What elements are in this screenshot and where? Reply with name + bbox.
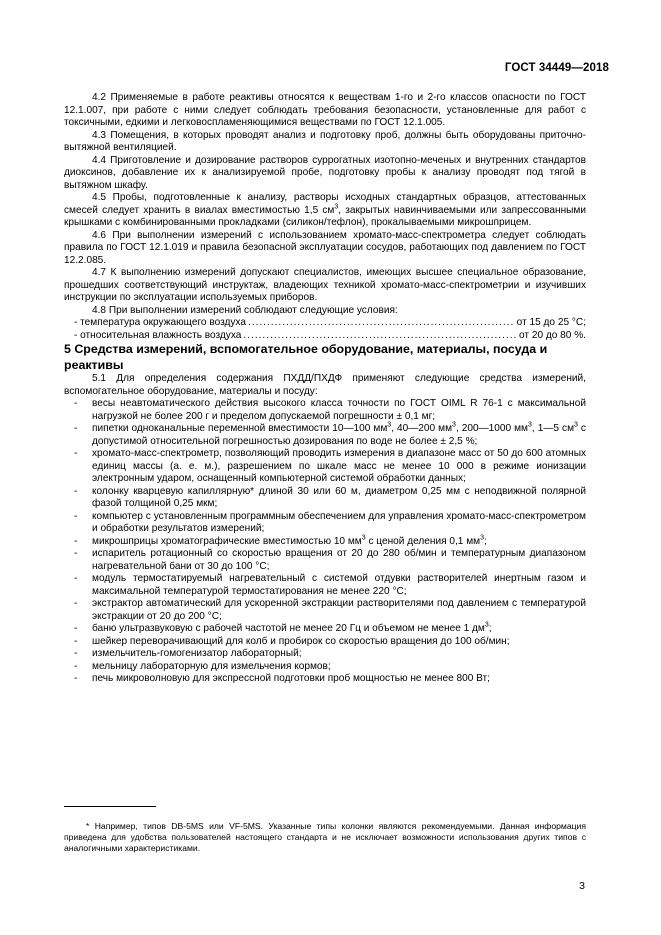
page-number: 3	[579, 880, 585, 892]
document-id-header: ГОСТ 34449—2018	[504, 62, 609, 74]
paragraph-4-5-text-b: , закрытых навинчиваемыми или запрессованными крышками с комбинированными прокладками (силикон/тефлон), прокалываемыми микрошприцем.	[64, 204, 586, 228]
condition-label: - температура окружающего воздуха	[74, 317, 246, 328]
list-dash: -	[74, 423, 78, 434]
list-item	[64, 423, 586, 448]
list-item	[64, 448, 586, 486]
list-dash: -	[74, 448, 78, 459]
paragraph-4-3: 4.3 Помещения, в которых проводят анализ и подготовку проб, должны быть оборудованы приточно-вытяжной вентиляцией.	[64, 129, 586, 153]
leader-dots	[243, 330, 517, 343]
superscript: 3	[528, 421, 532, 429]
list-item	[64, 623, 586, 636]
list-item-text: мельницу лабораторную для измельчения кормов;	[92, 660, 331, 672]
condition-humidity	[64, 330, 586, 343]
list-item-text: модуль термостатируемый нагревательный с системой отдувки растворителей инертным газом и максимальной температурой термостатирования не менее 220 °С;	[92, 573, 586, 597]
paragraph-4-6: 4.6 При выполнении измерений с использованием хромато-масс-спектрометра следует соблюдать правила по ГОСТ 12.1.019 и правила безопасной эксплуатации сосудов, работающих под давлением по ГОСТ 12.2.085.	[64, 229, 586, 266]
list-item	[64, 536, 586, 549]
list-item-text: измельчитель-гомогенизатор лабораторный;	[92, 648, 302, 659]
superscript: 3	[480, 534, 484, 542]
condition-temperature	[64, 317, 586, 330]
list-dash: -	[74, 635, 78, 647]
condition-value: от 15 до 25 °С;	[516, 317, 586, 328]
list-item-text: весы неавтоматического действия высокого класса точности по ГОСТ OIML R 76-1 с максимальной нагрузкой не более 200 г и пределом допускаемой погрешности ± 0,1 мг;	[92, 398, 586, 422]
list-item-text: , 200—1000 мм	[455, 423, 529, 434]
list-item-text: с ценой деления 0,1 мм	[365, 535, 481, 547]
list-dash: -	[74, 660, 78, 672]
list-item-text: ;	[483, 535, 487, 547]
condition-value: от 20 до 80 %.	[519, 329, 586, 341]
paragraph-4-5-text-a: 4.5 Пробы, подготовленные к анализу, растворы исходных стандартных образцов, аттестованных смесей следует хранить в виалах вместимостью 1,5 см	[64, 192, 586, 216]
list-item-text: хромато-масс-спектрометр, позволяющий проводить измерения в диапазоне масс от 50 до 600 атомных единиц массы (а. е. м.), разрешением по шкале масс не менее 10 000 в режиме ионизации электронным ударом, оснащенный компьютерной системой обработки данных;	[92, 448, 586, 484]
list-dash: -	[74, 510, 78, 522]
list-item-text: микрошприцы хроматографические вместимостью 10 мм	[92, 535, 362, 547]
list-item-text: баню ультразвуковую с рабочей частотой не менее 20 Гц и объемом не менее 1 дм	[92, 623, 485, 634]
list-item-text: испаритель ротационный со скоростью вращения от 20 до 280 об/мин и температурным диапазоном нагревательной бани от 30 до 100 °С;	[92, 548, 586, 572]
paragraph-4-5	[64, 192, 586, 230]
superscript: 3	[334, 203, 339, 211]
list-dash: -	[74, 673, 78, 684]
list-item	[64, 661, 586, 674]
paragraph-4-4: 4.4 Приготовление и дозирование растворов суррогатных изотопно-меченых и внутренних стандартов диоксинов, добавление их к анализируемой пробе, подготовку пробы к анализу проводят под тягой в вытяжном шкафу.	[64, 154, 586, 191]
list-dash: -	[74, 623, 78, 634]
list-dash: -	[74, 485, 78, 497]
paragraph-4-2: 4.2 Применяемые в работе реактивы относятся к веществам 1-го и 2-го классов опасности по ГОСТ 12.1.007, при работе с ними следует соблюдать требования безопасности, установленные для работ с токсичными, едкими и легковоспламеняющимися веществами по ГОСТ 12.1.005.	[64, 92, 586, 128]
list-item-text: с допустимой относительной погрешностью дозирования по воде не более ± 2,5 %;	[92, 423, 586, 447]
paragraph-4-8: 4.8 При выполнении измерений соблюдают следующие условия:	[92, 304, 398, 316]
footnote: * Например, типов DB-5MS или VF-5MS. Указанные типы колонки являются рекомендуемыми. Данная информация приведена для удобства пользователей настоящего стандарта и не исключает возможности использования других типов с аналогичными характеристиками.	[64, 820, 586, 853]
section-5-heading: 5 Средства измерений, вспомогательное оборудование, материалы, посуда и реактивы	[64, 342, 548, 372]
condition-label: - относительная влажность воздуха	[74, 329, 242, 341]
page-body	[64, 92, 586, 686]
superscript: 3	[574, 421, 578, 429]
list-item	[64, 636, 586, 649]
list-item	[64, 548, 586, 573]
list-item	[64, 398, 586, 423]
list-dash: -	[74, 398, 78, 409]
list-item-text: компьютер с установленным программным обеспечением для управления хромато-масс-спектрометром и обработки результатов измерений;	[92, 510, 586, 534]
list-dash: -	[74, 648, 78, 659]
list-dash: -	[74, 548, 78, 559]
paragraph-5-1: 5.1 Для определения содержания ПХДД/ПХДФ применяют следующие средства измерений, вспомогательное оборудование, материалы и посуду:	[64, 373, 586, 397]
list-item	[64, 673, 586, 686]
list-item	[64, 486, 586, 511]
list-item-text: пипетки одноканальные переменной вместимости 10—100 мм	[92, 423, 388, 434]
superscript: 3	[484, 621, 489, 629]
list-item-text: , 1—5 см	[531, 423, 575, 434]
leader-dots	[248, 317, 515, 330]
superscript: 3	[452, 421, 456, 429]
list-item-text: колонку кварцевую капиллярную* длиной 30 или 60 м, диаметром 0,25 мм с неподвижной полярной фазой толщиной 0,25 мкм;	[92, 485, 586, 509]
list-item-text: экстрактор автоматический для ускоренной экстракции растворителями под давлением с температурой экстракции от 20 до 200 °С;	[92, 598, 586, 622]
list-item	[64, 598, 586, 623]
list-item-text: шейкер переворачивающий для колб и пробирок со скоростью вращения до 100 об/мин;	[92, 635, 510, 647]
superscript: 3	[361, 534, 366, 542]
list-dash: -	[74, 573, 78, 584]
superscript: 3	[387, 421, 392, 429]
paragraph-4-7: 4.7 К выполнению измерений допускают специалистов, имеющих высшее специальное образование, прошедших соответствующий инструктаж, владеющих техникой хромато-масс-спектрометрии и изучивших инструкции по эксплуатации используемых приборов.	[64, 267, 586, 303]
list-item-text: печь микроволновую для экспрессной подготовки проб мощностью не менее 800 Вт;	[92, 673, 490, 684]
list-item	[64, 573, 586, 598]
list-item	[64, 511, 586, 536]
footnote-separator	[64, 806, 156, 807]
list-dash: -	[74, 598, 78, 609]
list-dash: -	[74, 535, 78, 547]
list-item-text: ;	[488, 623, 492, 634]
list-item-text: , 40—200 мм	[391, 423, 453, 434]
list-item	[64, 648, 586, 661]
